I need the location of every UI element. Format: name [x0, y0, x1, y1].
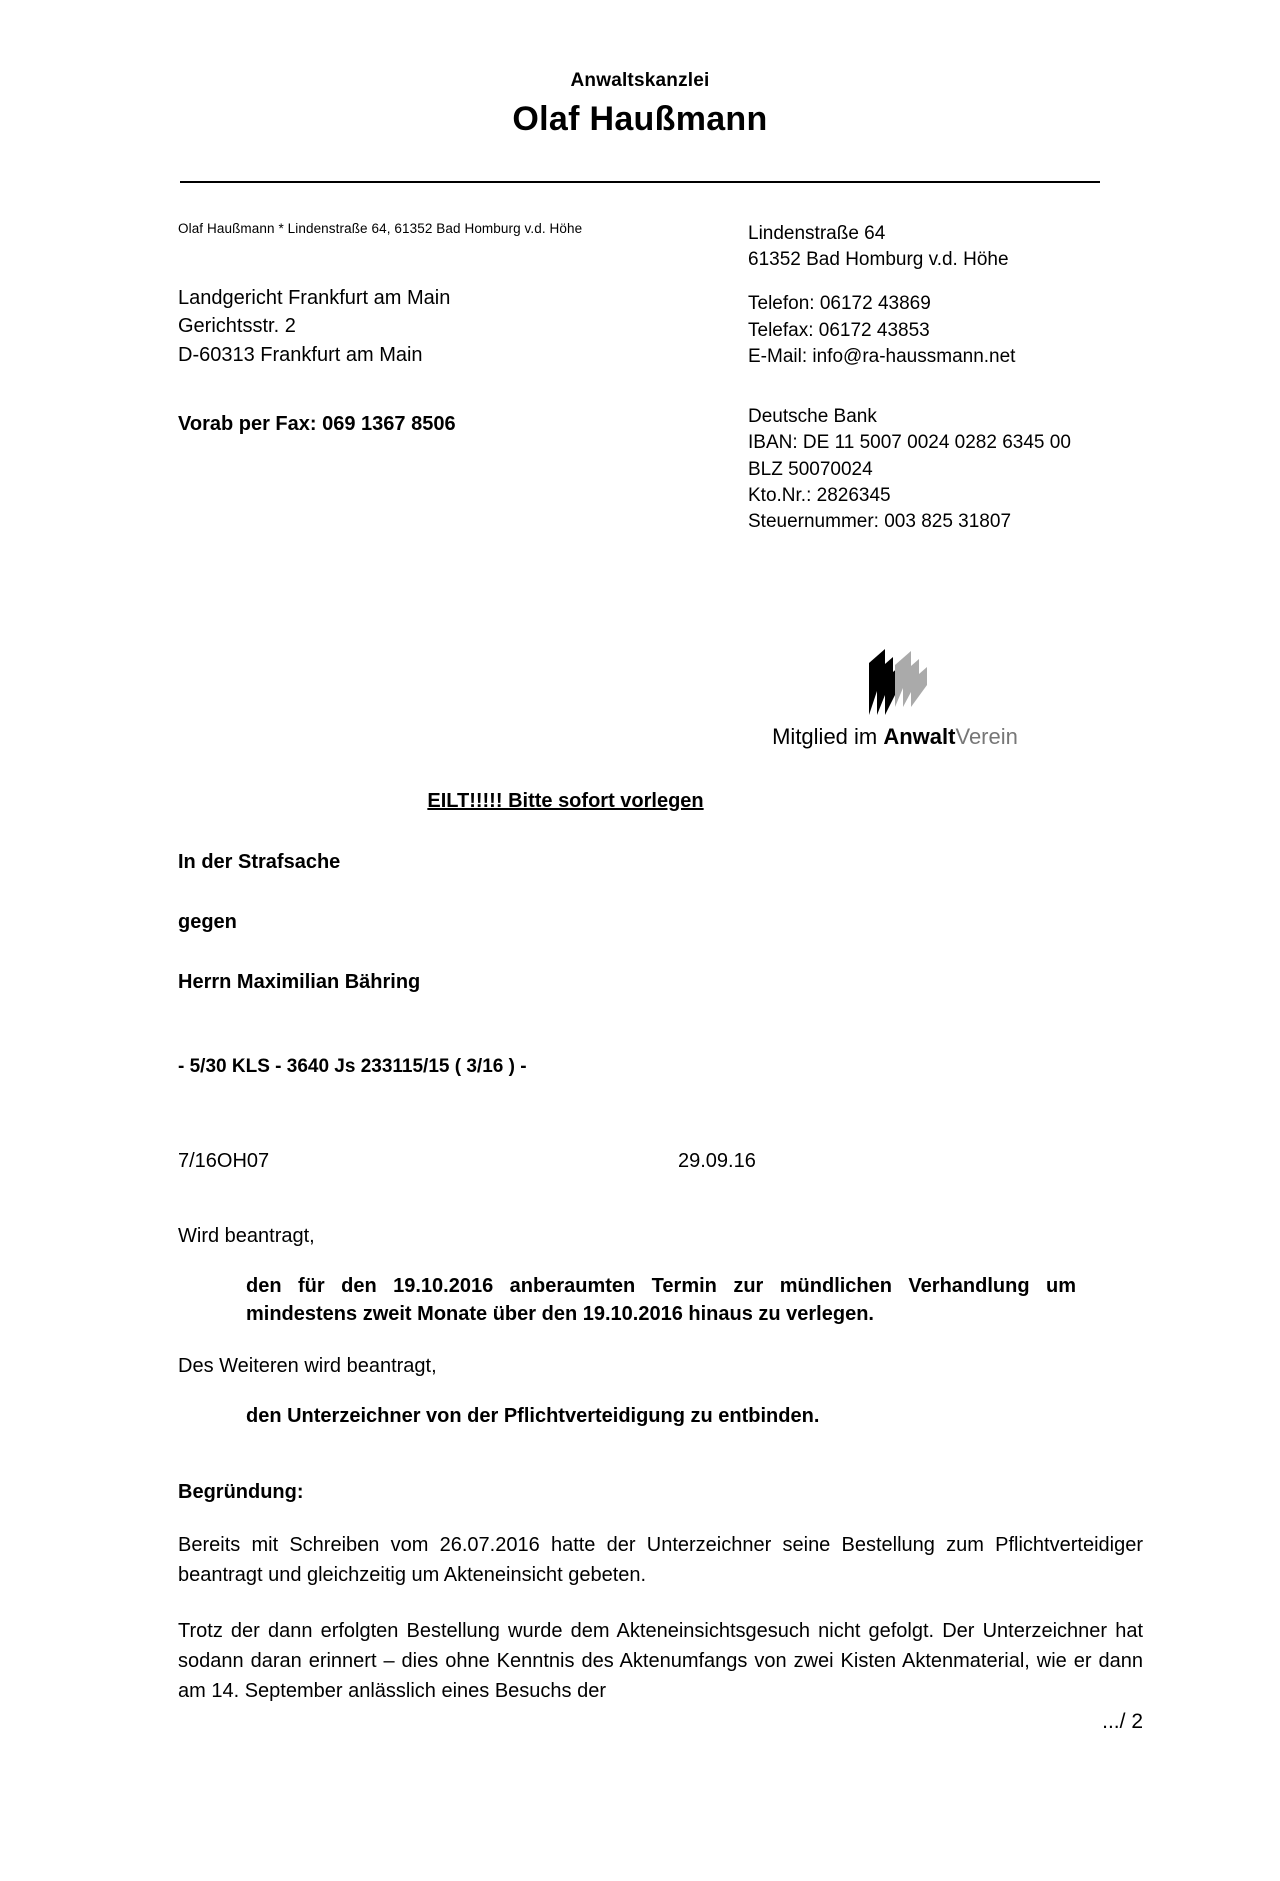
case-gegen: gegen	[178, 911, 237, 933]
logo-text-anwalt: Anwalt	[883, 724, 956, 749]
contact-column	[748, 221, 1148, 535]
anwaltverein-logo	[735, 645, 1055, 750]
contact-phone: Telefon: 06172 43869	[748, 293, 931, 315]
firm-name: Olaf Haußmann	[512, 100, 768, 138]
tax-number: Steuernummer: 003 825 31807	[748, 510, 1012, 532]
logo-text-verein: Verein	[955, 724, 1018, 749]
request-intro-two: Des Weiteren wird beantragt,	[178, 1355, 437, 1378]
logo-text-prefix: Mitglied im	[772, 724, 884, 749]
document-page	[0, 70, 1280, 1881]
case-defendant: Herrn Maximilian Bähring	[178, 971, 421, 993]
recipient-line-1: Landgericht Frankfurt am Main	[178, 287, 451, 309]
recipient-line-3: D-60313 Frankfurt am Main	[178, 343, 423, 366]
sender-return-address: Olaf Haußmann * Lindenstraße 64, 61352 Bad Homburg v.d. Höhe	[178, 221, 583, 236]
address-column	[178, 221, 648, 436]
contact-email: E-Mail: info@ra-haussmann.net	[748, 345, 1016, 367]
page-continuation-marker: .../ 2	[1102, 1710, 1143, 1733]
fax-notice: Vorab per Fax: 069 1367 8506	[178, 413, 456, 436]
urgent-notice: EILT!!!!! Bitte sofort vorlegen	[427, 790, 704, 812]
case-file-number: - 5/30 KLS - 3640 Js 233115/15 ( 3/16 ) -	[178, 1056, 527, 1077]
reasoning-paragraph-1: Bereits mit Schreiben vom 26.07.2016 hatte der Unterzeichner seine Bestellung zum Pflichtverteidiger beantragt und gleichzeitig um Akteneinsicht gebeten.	[178, 1533, 1143, 1586]
request-one: den für den 19.10.2016 anberaumten Termin zur mündlichen Verhandlung um mindestens zweit Monate über den 19.10.2016 hinaus zu verlegen.	[246, 1275, 1076, 1325]
contact-city: 61352 Bad Homburg v.d. Höhe	[748, 249, 1009, 271]
letter-body	[178, 790, 1143, 1706]
reference-row	[178, 1150, 1143, 1178]
contact-fax: Telefax: 06172 43853	[748, 319, 930, 341]
bank-name: Deutsche Bank	[748, 406, 877, 428]
letterhead	[0, 70, 1280, 139]
bank-iban: IBAN: DE 11 5007 0024 0282 6345 00	[748, 432, 1071, 454]
request-two: den Unterzeichner von der Pflichtverteidigung zu entbinden.	[246, 1405, 820, 1428]
internal-reference: 7/16OH07	[178, 1150, 270, 1172]
recipient-address	[178, 284, 648, 369]
reasoning-heading: Begründung:	[178, 1480, 304, 1503]
bank-blz: BLZ 50070024	[748, 458, 873, 480]
anwaltverein-mark-icon	[855, 645, 935, 720]
reasoning-paragraph-2: Trotz der dann erfolgten Bestellung wurde dem Akteneinsichtsgesuch nicht gefolgt. Der Unterzeichner hat sodann daran erinnert – dies ohne Kenntnis des Aktenumfangs von zwei Kisten Aktenmaterial, wie er dann am 14. September anlässlich eines Besuchs der	[178, 1619, 1143, 1702]
contact-street: Lindenstraße 64	[748, 223, 886, 244]
recipient-line-2: Gerichtsstr. 2	[178, 315, 296, 338]
firm-type: Anwaltskanzlei	[570, 70, 710, 91]
bank-account: Kto.Nr.: 2826345	[748, 484, 891, 506]
bank-details	[748, 404, 1148, 535]
anwaltverein-logo-text	[735, 724, 1055, 750]
letter-date: 29.09.16	[678, 1150, 756, 1172]
request-intro: Wird beantragt,	[178, 1225, 315, 1247]
case-intro: In der Strafsache	[178, 851, 341, 873]
header-divider	[180, 181, 1100, 183]
